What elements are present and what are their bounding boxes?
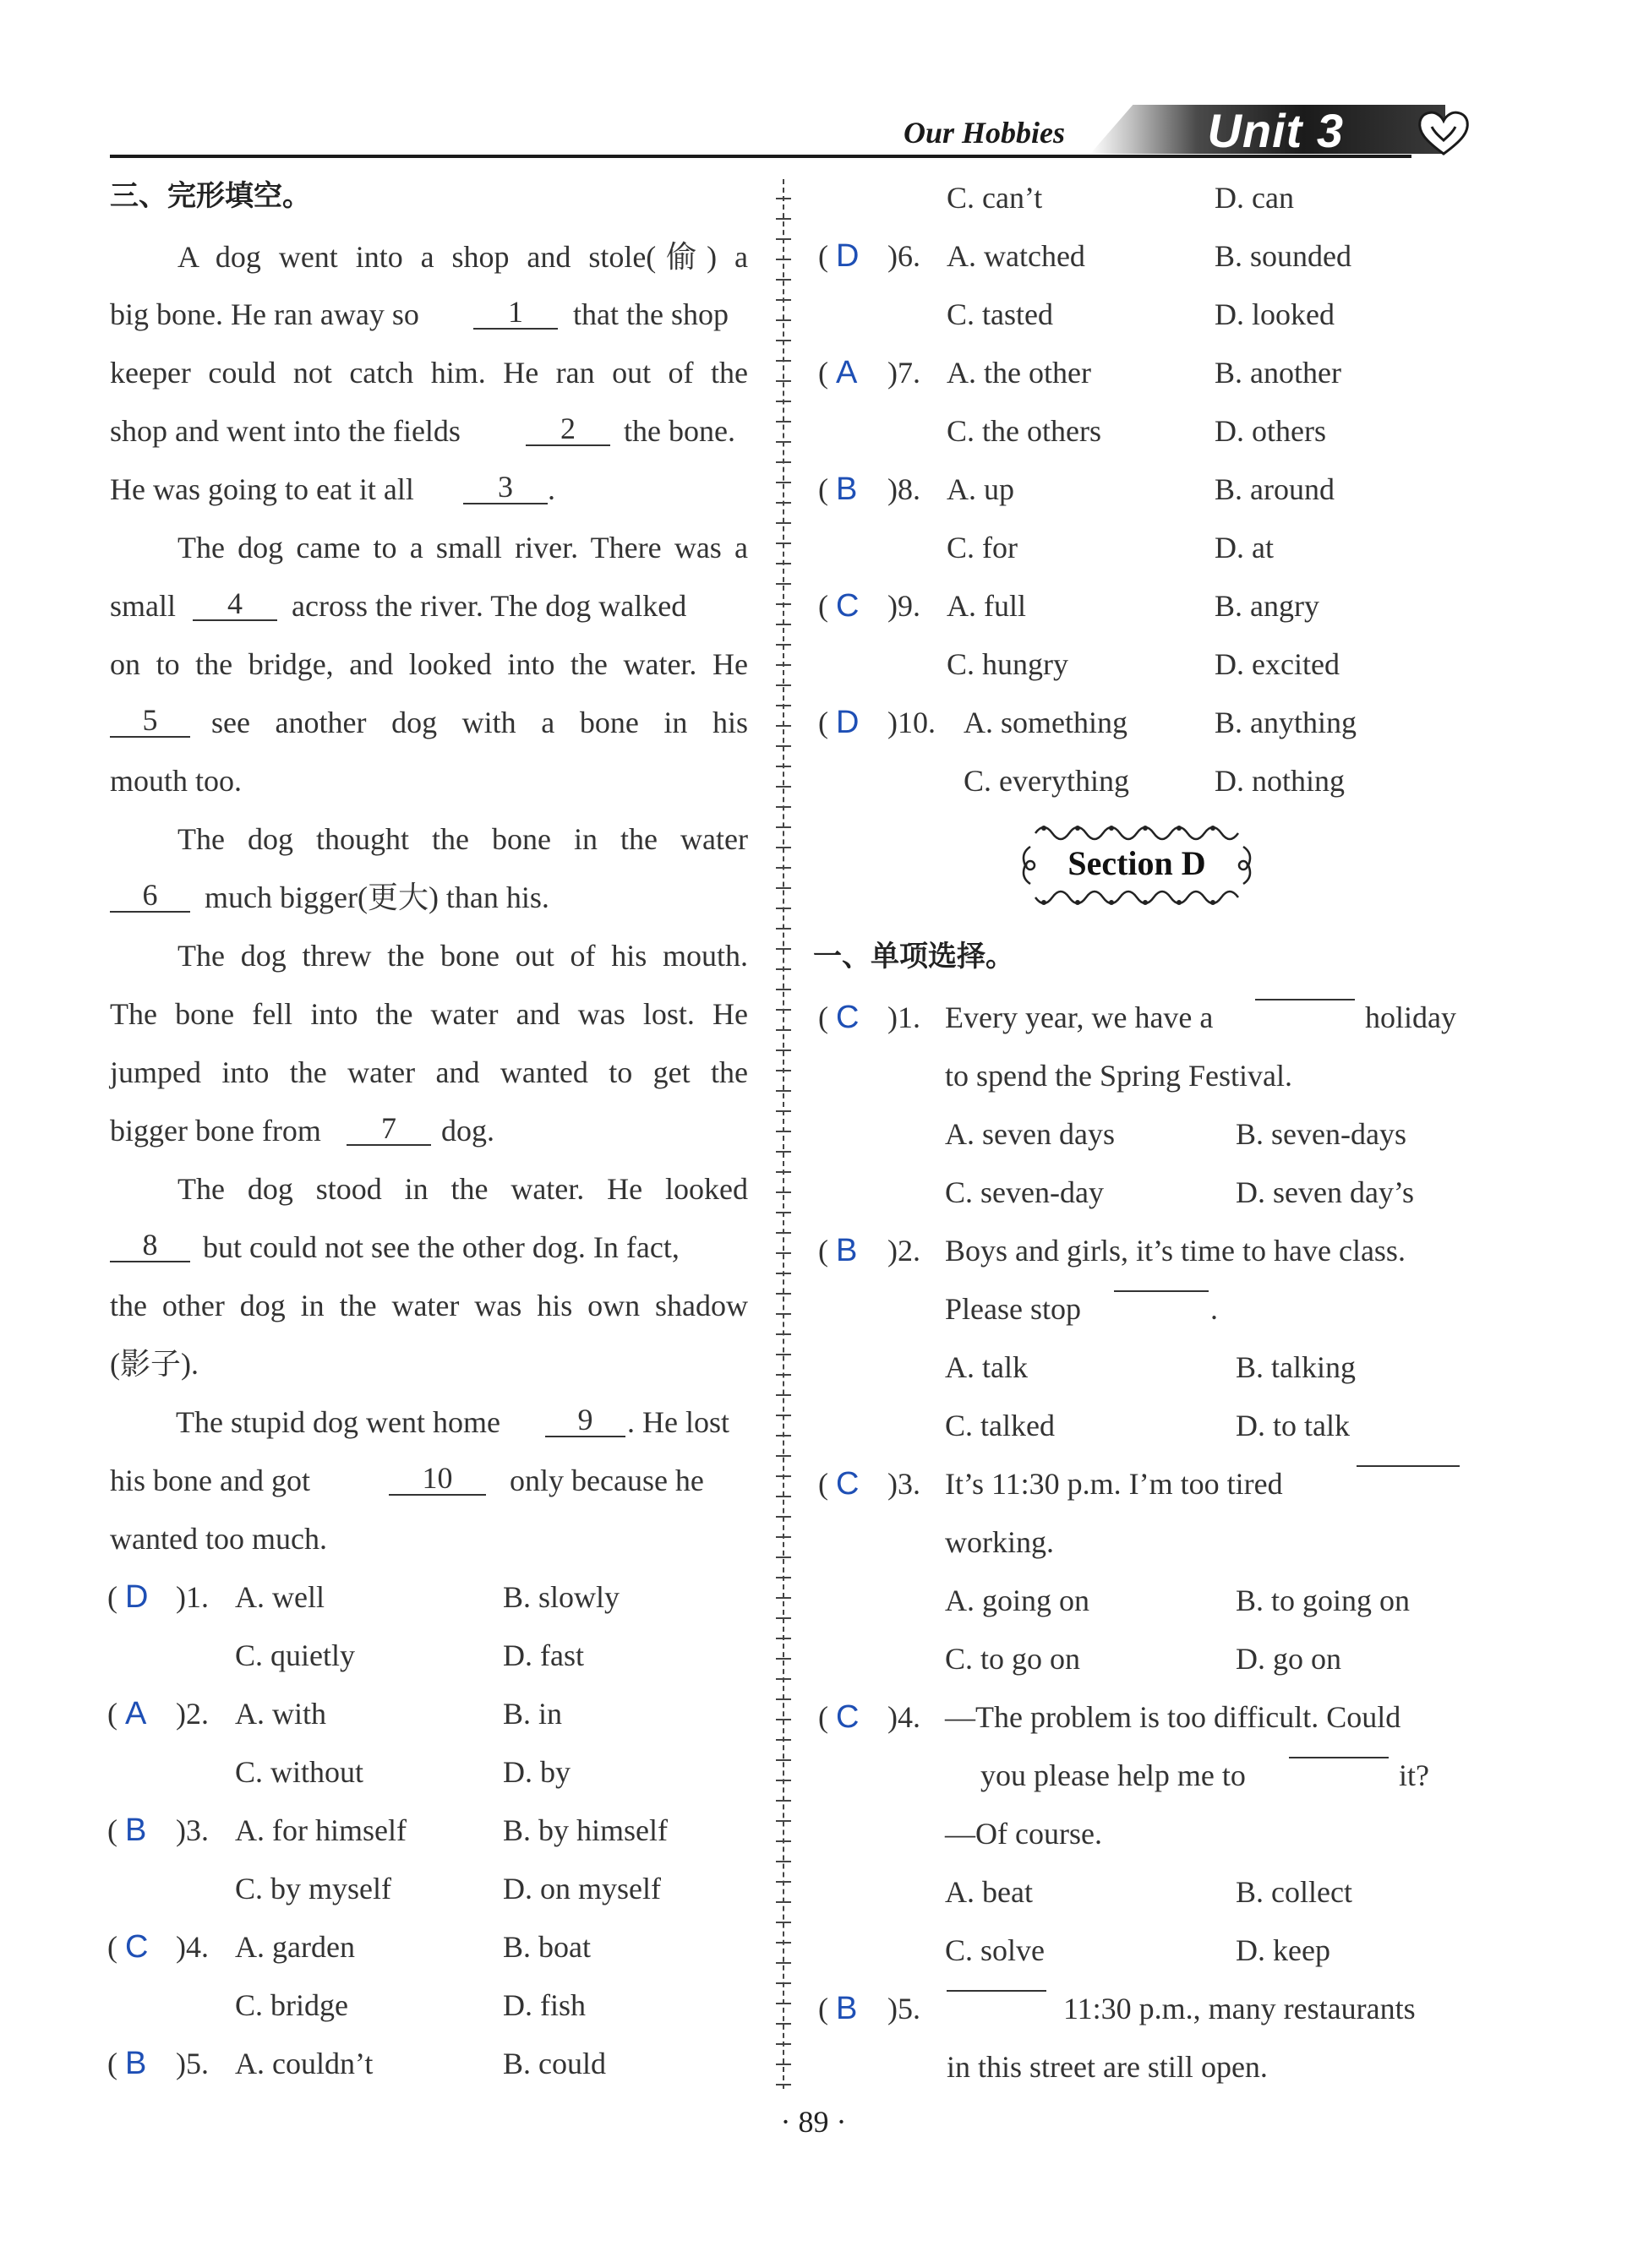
question-stem: you please help me to: [980, 1758, 1246, 1792]
option-a: A. with: [235, 1697, 326, 1731]
passage-line: . He lost: [627, 1405, 729, 1439]
passage-line: bigger bone from: [110, 1114, 321, 1148]
option-b: B. to going on: [1236, 1584, 1411, 1617]
cloze-blank: 2: [526, 412, 610, 446]
question-stem: it?: [1399, 1758, 1429, 1792]
answer-bracket: ( D: [107, 1579, 149, 1615]
passage-line: keeper could not catch him. He ran out of the: [110, 356, 748, 390]
option-d: D. fast: [503, 1638, 584, 1672]
answer-letter: B: [836, 1233, 858, 1268]
option-d: D. excited: [1215, 647, 1340, 681]
option-d: D. by: [503, 1755, 571, 1789]
question-number: )8.: [887, 472, 920, 506]
answer-bracket: ( C: [818, 1699, 860, 1735]
option-b: B. talking: [1236, 1350, 1356, 1384]
answer-letter: B: [836, 472, 858, 507]
option-b: B. in: [503, 1697, 563, 1731]
cloze-blank: 5: [110, 704, 190, 738]
option-d: D. to talk: [1236, 1409, 1350, 1442]
cloze-blank: 6: [110, 879, 190, 913]
option-a: A. going on: [945, 1584, 1089, 1617]
passage-line: jumped into the water and wanted to get the: [110, 1055, 748, 1089]
question-number: )4.: [887, 1700, 920, 1734]
option-a: A. full: [947, 589, 1026, 623]
option-c: C. hungry: [947, 647, 1068, 681]
option-d: D. go on: [1236, 1642, 1341, 1676]
answer-letter: C: [836, 1699, 860, 1735]
question-stem: 11:30 p.m., many restaurants: [1063, 1992, 1416, 2025]
option-c: C. solve: [945, 1933, 1046, 1967]
passage-line: small: [110, 589, 176, 623]
question-number: )10.: [887, 706, 936, 739]
answer-letter: C: [836, 1000, 860, 1035]
option-d: D. keep: [1236, 1933, 1330, 1967]
cloze-blank: 8: [110, 1229, 190, 1262]
answer-letter: B: [836, 1991, 858, 2026]
passage-line: see another dog with a bone in his: [211, 706, 748, 739]
option-a: A. for himself: [235, 1813, 407, 1847]
option-c: C. can’t: [947, 181, 1043, 215]
option-a: A. couldn’t: [235, 2047, 374, 2080]
answer-bracket: ( B: [107, 2046, 147, 2081]
answer-blank: [947, 1990, 1046, 1992]
option-c: C. to go on: [945, 1642, 1081, 1676]
answer-blank: [1114, 1290, 1209, 1292]
option-c: C. for: [947, 531, 1018, 564]
question-stem: Every year, we have a: [945, 1000, 1214, 1034]
header-unit-title: Unit 3: [1207, 104, 1344, 157]
question-number: )9.: [887, 589, 920, 623]
question-number: )2.: [176, 1697, 209, 1731]
answer-bracket: ( C: [818, 1000, 860, 1035]
option-a: A. seven days: [945, 1117, 1115, 1151]
section-title: Section D: [1067, 844, 1206, 882]
option-a: A. up: [947, 472, 1014, 506]
option-a: A. garden: [235, 1930, 355, 1964]
passage-line: the bone.: [624, 414, 735, 448]
cloze-blank: 7: [347, 1112, 431, 1146]
question-number: )3.: [887, 1467, 920, 1501]
option-b: B. could: [503, 2047, 606, 2080]
passage-line: .: [548, 472, 555, 506]
section-badge: [1018, 818, 1255, 913]
option-a: A. the other: [947, 356, 1091, 390]
answer-bracket: ( A: [818, 355, 858, 390]
question-stem: —The problem is too difficult. Could: [945, 1700, 1401, 1734]
cloze-blank: 10: [389, 1462, 486, 1496]
answer-bracket: ( C: [818, 588, 860, 624]
passage-line: The bone fell into the water and was lost. He: [110, 997, 748, 1031]
answer-bracket: ( C: [107, 1929, 149, 1965]
passage-line: on to the bridge, and looked into the water. He: [110, 647, 748, 681]
cloze-blank: 3: [463, 471, 548, 504]
option-c: C. bridge: [235, 1988, 348, 2022]
passage-line: mouth too.: [110, 764, 243, 798]
passage-line: dog.: [441, 1114, 494, 1148]
option-a: A. well: [235, 1580, 325, 1614]
answer-blank: [1289, 1757, 1389, 1758]
option-c: C. tasted: [947, 297, 1053, 331]
option-b: B. collect: [1236, 1875, 1352, 1909]
option-d: D. at: [1215, 531, 1274, 564]
question-stem: Boys and girls, it’s time to have class.: [945, 1234, 1406, 1268]
passage-line: The dog thought the bone in the water: [177, 822, 748, 856]
question-number: )5.: [887, 1992, 920, 2025]
passage-line: (影子).: [110, 1347, 199, 1381]
question-stem: holiday: [1365, 1000, 1456, 1034]
passage-line: that the shop: [573, 297, 729, 331]
answer-blank: [1255, 999, 1355, 1000]
option-c: C. talked: [945, 1409, 1055, 1442]
page-header: [110, 100, 1479, 162]
answer-letter: C: [836, 588, 860, 624]
passage-line: A dog went into a shop and stole(偷) a: [177, 240, 748, 274]
passage-line: the other dog in the water was his own shadow: [110, 1289, 748, 1322]
option-d: D. others: [1215, 414, 1326, 448]
option-b: B. by himself: [503, 1813, 668, 1847]
question-stem: working.: [945, 1525, 1054, 1559]
cloze-blank: 1: [473, 296, 558, 330]
question-stem: Please stop: [945, 1292, 1081, 1326]
option-b: B. seven-days: [1236, 1117, 1406, 1151]
passage-line: [110, 296, 419, 333]
passage-line: shop and went into the fields: [110, 414, 461, 448]
answer-letter: B: [125, 1813, 147, 1848]
option-d: D. seven day’s: [1236, 1175, 1414, 1209]
answer-letter: A: [125, 1696, 147, 1731]
passage-line: only because he: [510, 1464, 704, 1497]
option-a: A. something: [964, 706, 1127, 739]
passage-line: much bigger(更大) than his.: [205, 880, 549, 914]
question-number: )5.: [176, 2047, 209, 2080]
cloze-heading: 三、完形填空。: [110, 179, 311, 213]
option-b: B. slowly: [503, 1580, 620, 1614]
question-number: )1.: [176, 1580, 209, 1614]
option-d: D. on myself: [503, 1872, 661, 1905]
option-d: D. can: [1215, 181, 1294, 215]
question-stem: to spend the Spring Festival.: [945, 1059, 1292, 1093]
passage-line: The dog threw the bone out of his mouth.: [177, 939, 748, 973]
answer-letter: D: [125, 1579, 149, 1615]
column-divider-ticks: [776, 179, 791, 2089]
answer-blank: [1357, 1465, 1460, 1467]
answer-letter: C: [836, 1466, 860, 1502]
header-subtitle: Our Hobbies: [903, 116, 1065, 150]
passage-line: The dog stood in the water. He looked: [177, 1172, 748, 1206]
option-b: B. angry: [1215, 589, 1319, 623]
page-number: · 89 ·: [780, 2105, 847, 2139]
answer-bracket: ( C: [818, 1466, 860, 1502]
option-b: B. sounded: [1215, 239, 1351, 273]
answer-bracket: ( B: [107, 1813, 147, 1848]
question-stem: It’s 11:30 p.m. I’m too tired: [945, 1467, 1283, 1501]
option-c: C. quietly: [235, 1638, 355, 1672]
answer-letter: B: [125, 2046, 147, 2081]
answer-letter: A: [836, 355, 858, 390]
option-d: D. nothing: [1215, 764, 1346, 798]
passage-line: The dog came to a small river. There was a: [177, 531, 748, 564]
answer-bracket: ( D: [818, 238, 860, 274]
answer-bracket: ( A: [107, 1696, 147, 1731]
question-stem: in this street are still open.: [947, 2050, 1268, 2084]
option-c: C. seven-day: [945, 1175, 1104, 1209]
option-c: C. without: [235, 1755, 364, 1789]
answer-letter: D: [836, 705, 860, 740]
answer-bracket: ( B: [818, 472, 858, 507]
heart-emblem-icon: [1417, 108, 1471, 157]
option-b: B. another: [1215, 356, 1341, 390]
question-number: )1.: [887, 1000, 920, 1034]
option-a: A. watched: [947, 239, 1085, 273]
option-c: C. the others: [947, 414, 1101, 448]
option-c: C. everything: [964, 764, 1129, 798]
mc-heading: 一、单项选择。: [813, 940, 1014, 973]
answer-letter: C: [125, 1929, 149, 1965]
passage-line: He was going to eat it all: [110, 472, 414, 506]
answer-bracket: ( B: [818, 1991, 858, 2026]
passage-line: his bone and got: [110, 1464, 310, 1497]
question-number: )7.: [887, 356, 920, 390]
question-stem: —Of course.: [945, 1817, 1102, 1851]
option-a: A. talk: [945, 1350, 1028, 1384]
option-a: A. beat: [945, 1875, 1033, 1909]
passage-text: big bone. He ran away so: [110, 297, 419, 331]
option-d: D. looked: [1215, 297, 1335, 331]
passage-line: The stupid dog went home: [176, 1405, 500, 1439]
cloze-blank: 9: [545, 1404, 625, 1437]
question-number: )2.: [887, 1234, 920, 1268]
answer-bracket: ( B: [818, 1233, 858, 1268]
option-b: B. anything: [1215, 706, 1357, 739]
option-b: B. boat: [503, 1930, 591, 1964]
answer-bracket: ( D: [818, 705, 860, 740]
option-d: D. fish: [503, 1988, 586, 2022]
answer-letter: D: [836, 238, 860, 274]
passage-line: but could not see the other dog. In fact,: [203, 1230, 680, 1264]
passage-line: wanted too much.: [110, 1522, 327, 1556]
question-number: )3.: [176, 1813, 209, 1847]
cloze-blank: 4: [193, 587, 277, 621]
question-number: )6.: [887, 239, 920, 273]
question-stem: .: [1210, 1292, 1218, 1326]
option-b: B. around: [1215, 472, 1335, 506]
passage-line: across the river. The dog walked: [292, 589, 687, 623]
option-c: C. by myself: [235, 1872, 391, 1905]
question-number: )4.: [176, 1930, 209, 1964]
